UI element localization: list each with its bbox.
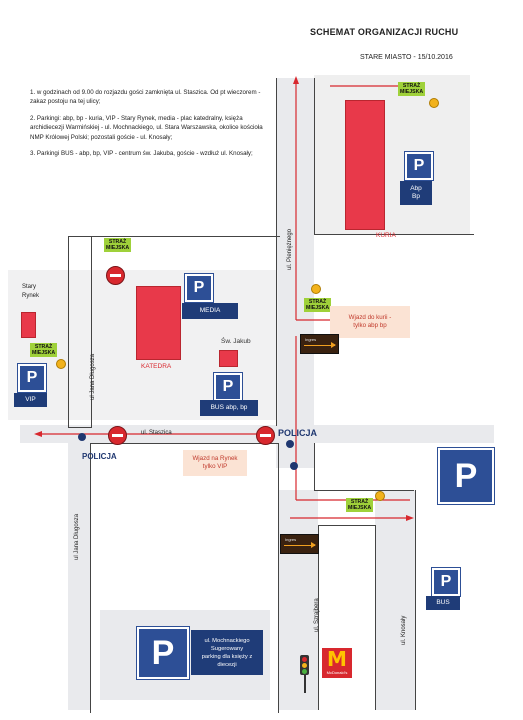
police-dot-east: [286, 440, 294, 448]
info-rynek-entry: Wjazd na Rynek tylko VIP: [183, 450, 247, 476]
straz-rynek-dot: [56, 359, 66, 369]
street-staszica: ul. Staszica: [141, 430, 172, 436]
traffic-yellow: [302, 663, 307, 668]
stary-rynek-label: [22, 283, 52, 301]
parking-big-sign: [438, 448, 494, 504]
no-entry-bar: [112, 434, 123, 437]
straz-pieniezna: STRAŻ MIEJSKA: [306, 299, 330, 311]
sw-jakub-label: Św. Jakub: [221, 338, 251, 345]
traffic-red: [302, 657, 307, 662]
stary-rynek-text: Stary Rynek: [22, 284, 40, 299]
straz-rynek: STRAŻ MIEJSKA: [32, 344, 56, 356]
straz-dlugosza: STRAŻ MIEJSKA: [106, 239, 130, 251]
parking-bus-label: BUS: [426, 596, 460, 610]
street-dlugosza-bottom: ul Jana Długosza: [74, 513, 80, 560]
parking-mochnackiego-sign: [137, 627, 189, 679]
info-kuria-entry: Wjazd do kurii - tylko abp bp: [330, 306, 410, 338]
note-3: 3. Parkingi BUS - abp, bp, VIP - centrum św. Jakuba, goście - wzdłuż ul. Knosały;: [30, 150, 253, 158]
arrow-west: [34, 431, 42, 437]
ingres-sign-south: [280, 534, 319, 554]
note-2: 2. Parkingi: abp, bp - kuria, VIP - Stary Rynek, media - plac katedralny, księża archidiecezji Warmińskiej - ul. Mochnackiego, ul. Stara Warszawska, okolice kościoła NMP Królowej Polski; pozostali goście - ul. Knosały;: [30, 114, 263, 141]
arrow-up: [293, 76, 299, 84]
parking-media-label: MEDIA: [182, 303, 238, 319]
street-pieniezna: ul. Pieniężnego: [287, 228, 293, 270]
police-dot-west: [78, 433, 86, 441]
street-szrajbera: ul. Szrajbera: [314, 598, 320, 632]
police-dot-south: [290, 462, 298, 470]
parking-vip-sign: [18, 364, 46, 392]
parking-kuria-p: P: [413, 157, 425, 174]
mcdonalds-logo: [322, 648, 352, 678]
straz-kuria: STRAŻ MIEJSKA: [400, 83, 424, 95]
parking-kuria-label: Abp Bp: [400, 181, 432, 205]
straz-east: STRAŻ MIEJSKA: [348, 499, 372, 511]
parking-bus-abp-sign: [214, 373, 242, 401]
street-dlugosza-top: ul Jana Długosza: [90, 353, 96, 400]
no-entry-bar: [110, 274, 121, 277]
parking-bus-abp-label: BUS abp, bp: [200, 400, 258, 416]
parking-media-sign: [185, 274, 213, 302]
katedra-building: [136, 286, 181, 360]
parking-mochnackiego-label: ul. Mochnackiego Sugerowany parking dla księży z diecezji: [191, 630, 263, 675]
straz-pieniezna-dot: [311, 284, 321, 294]
map-subtitle: STARE MIASTO - 15/10.2016: [360, 54, 453, 61]
parking-bus-abp-p: P: [222, 378, 234, 395]
mcdonalds-m-icon: M: [327, 647, 347, 671]
no-entry-sign-dlugosza: [106, 266, 125, 285]
straz-east-dot: [375, 491, 385, 501]
arrow-east: [406, 515, 414, 521]
ingres-text: Ingres: [285, 537, 297, 542]
policja-label-west: POLICJA: [82, 452, 117, 461]
parking-big-p: P: [454, 456, 478, 495]
no-entry-sign-staszica-west: [108, 426, 127, 445]
policja-label-east: POLICJA: [278, 428, 318, 438]
stary-rynek-building: [21, 312, 36, 338]
ingres-sign-north: [300, 334, 339, 354]
traffic-green: [302, 669, 307, 674]
traffic-pole: [304, 675, 306, 693]
parking-mochnackiego-p: P: [151, 633, 175, 672]
traffic-light-icon: [300, 655, 309, 675]
no-entry-bar: [260, 434, 271, 437]
parking-media-p: P: [193, 279, 205, 296]
kuria-building: [345, 100, 385, 230]
sw-jakub-building: [219, 350, 238, 367]
note-1: 1. w godzinach od 9.00 do rozjazdu gości zamknięta ul. Staszica. Od pt wieczorem - zakaz postoju na tej ulicy;: [30, 89, 261, 106]
ingres-arrow-head: [331, 342, 336, 348]
street-knosaly: ul. Knosały: [401, 615, 407, 645]
straz-kuria-dot: [429, 98, 439, 108]
parking-vip-p: P: [26, 369, 38, 386]
parking-kuria-sign: [405, 152, 433, 180]
ingres-arrow-head: [311, 542, 316, 548]
parking-vip-label: VIP: [14, 393, 47, 407]
katedra-label: KATEDRA: [141, 363, 172, 370]
mcdonalds-text: McDonald's: [326, 670, 348, 675]
map-title: SCHEMAT ORGANIZACJI RUCHU: [310, 27, 459, 37]
parking-bus-p: P: [440, 573, 452, 590]
parking-bus-sign: [432, 568, 460, 596]
no-entry-sign-staszica-east: [256, 426, 275, 445]
ingres-text: Ingres: [305, 337, 317, 342]
kuria-label: KURIA: [376, 232, 396, 239]
